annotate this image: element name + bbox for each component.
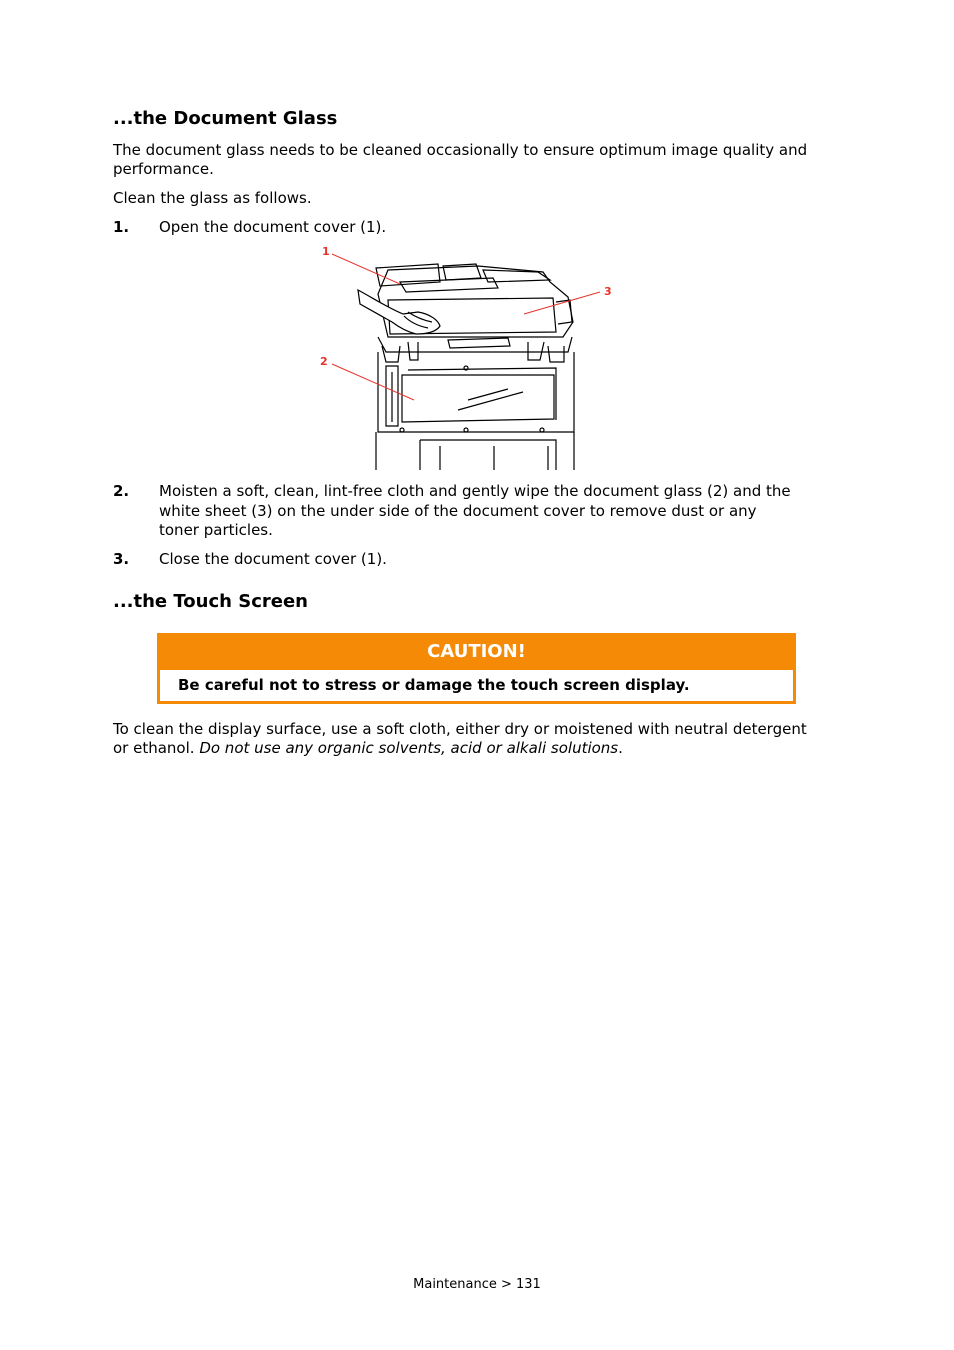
caution-box [157, 633, 796, 704]
caution-title: CAUTION! [157, 633, 796, 670]
section-heading-document-glass: ...the Document Glass [113, 108, 338, 129]
step-number: 2. [113, 482, 130, 500]
callout-2: 2 [320, 355, 328, 368]
body-line-2-italic: Do not use any organic solvents, acid or alkali solutions [199, 739, 619, 757]
step-number: 1. [113, 218, 130, 236]
page-footer: Maintenance > 131 [413, 1277, 541, 1292]
lead-text: Clean the glass as follows. [113, 189, 312, 207]
body-line-2 [113, 739, 623, 759]
callout-1: 1 [322, 245, 330, 258]
callout-3: 3 [604, 285, 612, 298]
body-line-1: To clean the display surface, use a soft cloth, either dry or moistened with neutral detergent [113, 720, 807, 738]
step-text: Moisten a soft, clean, lint-free cloth and gently wipe the document glass (2) and the [159, 482, 791, 500]
step-text: white sheet (3) on the under side of the document cover to remove dust or any [159, 502, 757, 520]
section-heading-touch-screen: ...the Touch Screen [113, 591, 308, 612]
step-text: toner particles. [159, 521, 273, 539]
step-text: Open the document cover (1). [159, 218, 387, 236]
intro-line-1: The document glass needs to be cleaned occasionally to ensure optimum image quality and [113, 141, 808, 159]
printer-figure [318, 242, 618, 470]
step-text: Close the document cover (1). [159, 550, 387, 568]
intro-line-2: performance. [113, 160, 214, 178]
body-line-2-plain: or ethanol. [113, 739, 200, 757]
body-line-2-end: . [618, 739, 623, 757]
step-number: 3. [113, 550, 130, 568]
caution-text: Be careful not to stress or damage the touch screen display. [157, 670, 796, 704]
